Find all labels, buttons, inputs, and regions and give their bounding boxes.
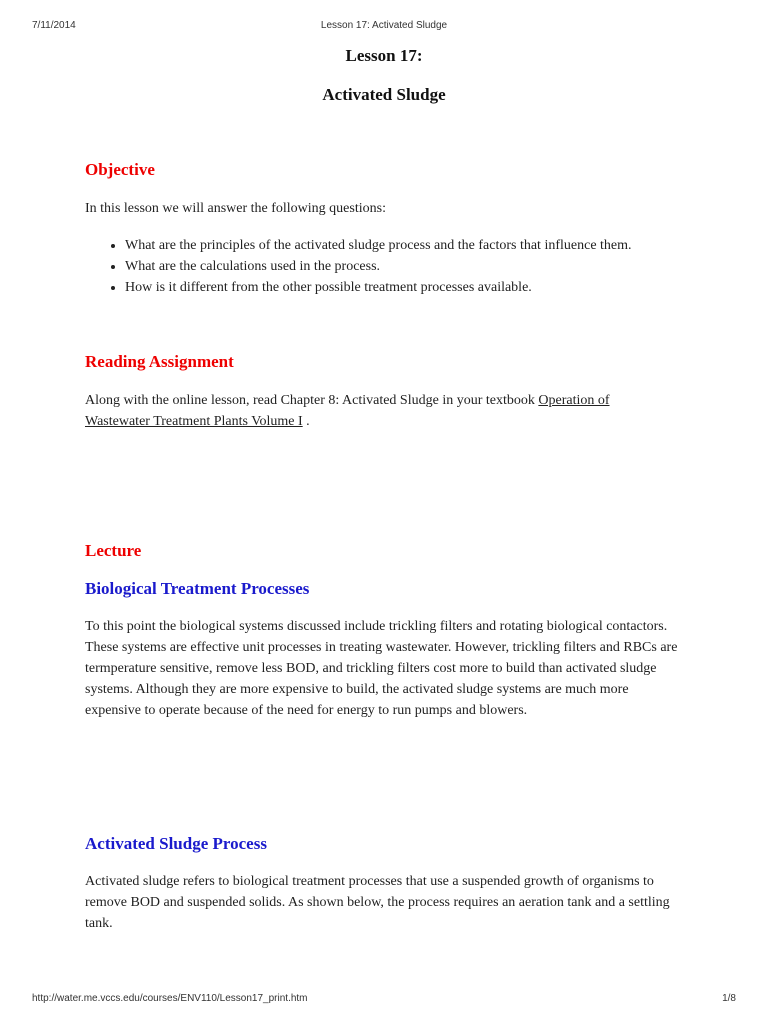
objective-question-list xyxy=(85,235,740,298)
print-footer-url: http://water.me.vccs.edu/courses/ENV110/Lesson17_print.htm xyxy=(32,993,308,1004)
objective-heading: Objective xyxy=(85,160,155,179)
print-footer-page-number: 1/8 xyxy=(722,993,736,1004)
print-header-title: Lesson 17: Activated Sludge xyxy=(320,20,448,31)
biological-treatment-heading: Biological Treatment Processes xyxy=(85,579,310,598)
biological-treatment-paragraph: To this point the biological systems discussed include trickling filters and rotating biological contactors. These systems are effective unit processes in treating wastewater. However, trickling filters and RBCs are termperature sensitive, remove less BOD, and trickling filters cost more to build than activated sludge systems. Although they are more expensive to build, the activated sludge systems are much more expensive to operate because of the need for energy to run pumps and blowers. xyxy=(85,619,678,718)
objective-intro: In this lesson we will answer the following questions: xyxy=(85,201,386,216)
reading-text-before: Along with the online lesson, read Chapter 8: Activated Sludge in your textbook xyxy=(85,393,539,408)
lesson-title: Activated Sludge xyxy=(322,85,446,104)
objective-question: • What are the calculations used in the process. xyxy=(125,256,740,277)
reading-assignment-heading: Reading Assignment xyxy=(85,352,234,371)
print-header-date: 7/11/2014 xyxy=(32,20,76,31)
reading-assignment-text xyxy=(85,390,670,432)
objective-question: • How is it different from the other possible treatment processes available. xyxy=(125,277,740,298)
textbook-link[interactable]: Operation of Wastewater Treatment Plants Volume I xyxy=(85,393,610,429)
activated-sludge-paragraph: Activated sludge refers to biological treatment processes that use a suspended growth of organisms to remove BOD and suspended solids. As shown below, the process requires an aeration tank and a settling tank. xyxy=(85,874,670,931)
objective-question: • What are the principles of the activated sludge process and the factors that influence them. xyxy=(125,235,740,256)
lesson-number: Lesson 17: xyxy=(345,46,423,65)
activated-sludge-heading: Activated Sludge Process xyxy=(85,834,267,853)
reading-text-after: . xyxy=(302,414,310,429)
lecture-heading: Lecture xyxy=(85,541,142,560)
